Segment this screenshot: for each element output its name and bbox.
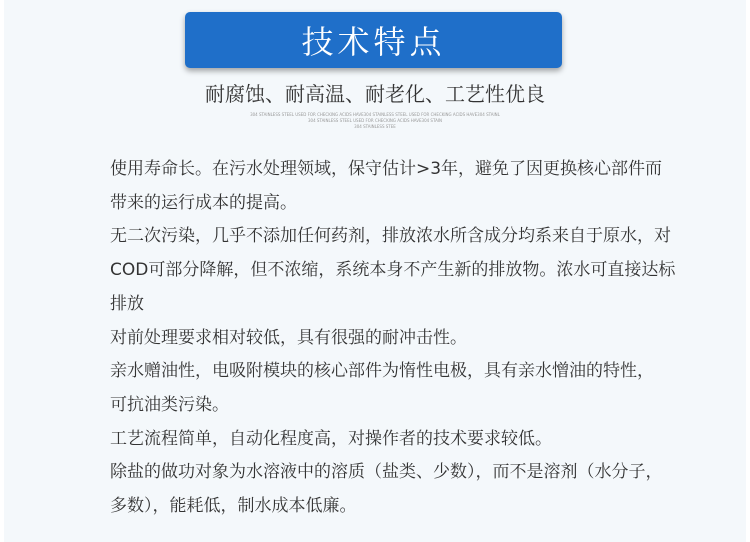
subtitle: 耐腐蚀、耐高温、耐老化、工艺性优良 bbox=[205, 82, 545, 106]
fineprint bbox=[4, 112, 746, 130]
text-line: 使用寿命长。在污水处理领域，保守估计>3年，避免了因更换核心部件而 bbox=[110, 159, 663, 179]
fineprint-line: 304 STAINLESS STEEL USED FOR CHECKING ACIDS HAVE304 STAIN bbox=[307, 118, 443, 123]
fineprint-line: 304 STAINLESS STEEL USED FOR CHECKING ACIDS HAVE304 STAINLESS STEEL USED FOR CHECKING ACIDS HAVE304 STAINL bbox=[250, 112, 500, 117]
content-panel bbox=[4, 0, 746, 542]
text-line: 可抗油类污染。 bbox=[110, 394, 229, 415]
fineprint-line: 304 STAINLESS STEE bbox=[354, 124, 396, 129]
text-line: 对前处理要求相对较低，具有很强的耐冲击性。 bbox=[110, 327, 467, 348]
text-line: 排放 bbox=[110, 293, 144, 314]
text-line: 亲水赠油性，电吸附模块的核心部件为惰性电极，具有亲水憎油的特性， bbox=[110, 361, 654, 382]
feature-text bbox=[110, 153, 720, 524]
text-line: 工艺流程简单，自动化程度高，对操作者的技术要求较低。 bbox=[110, 428, 552, 449]
page-title: 技术特点 bbox=[301, 23, 446, 61]
text-line: COD可部分降解，但不浓缩，系统本身不产生新的排放物。浓水可直接达标 bbox=[110, 260, 676, 281]
text-line: 多数），能耗低，制水成本低廉。 bbox=[110, 496, 357, 517]
text-line: 除盐的做功对象为水溶液中的溶质（盐类、少数），而不是溶剂（水分子， bbox=[110, 462, 663, 483]
text-line: 带来的运行成本的提高。 bbox=[110, 192, 297, 213]
text-line: 无二次污染，几乎不添加任何药剂，排放浓水所含成分均系来自于原水，对 bbox=[110, 226, 671, 247]
title-banner bbox=[185, 12, 562, 68]
